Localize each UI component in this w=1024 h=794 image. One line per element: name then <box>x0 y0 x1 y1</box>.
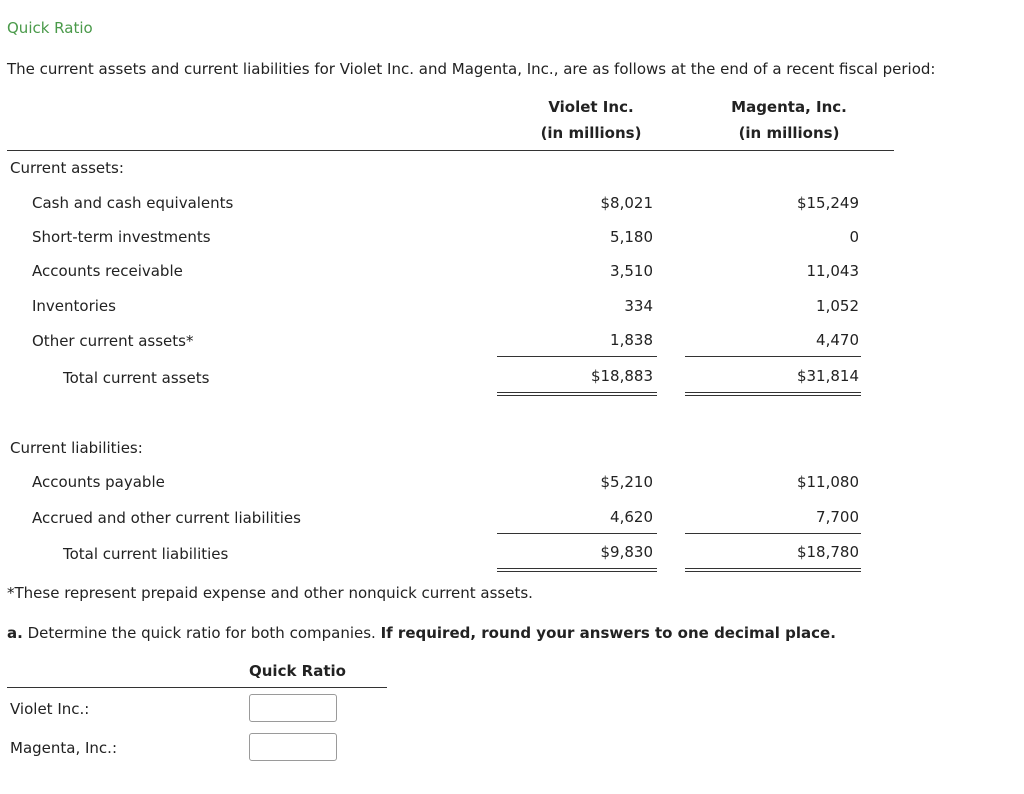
subtotal-rule-violet <box>497 356 657 357</box>
intro-text: The current assets and current liabilities for Violet Inc. and Magenta, Inc., are as follows at the end of a recent fiscal period: <box>7 60 936 78</box>
subtotal-rule-magenta <box>685 533 861 534</box>
header-rule <box>7 150 894 151</box>
liability-value-violet: $5,210 <box>600 473 653 491</box>
total-rule-magenta <box>685 568 861 572</box>
total-liabilities-label: Total current liabilities <box>63 545 229 563</box>
question <box>7 623 836 643</box>
answer-label-violet: Violet Inc.: <box>10 700 90 718</box>
total-rule-magenta <box>685 392 861 396</box>
asset-value-magenta: 11,043 <box>806 262 859 280</box>
answer-header: Quick Ratio <box>249 662 346 680</box>
liability-value-magenta: 7,700 <box>816 508 859 526</box>
asset-label: Cash and cash equivalents <box>32 194 234 212</box>
total-assets-label: Total current assets <box>63 369 210 387</box>
page-title: Quick Ratio <box>7 19 93 37</box>
liability-value-magenta: $11,080 <box>796 473 859 491</box>
col-header-violet-name: Violet Inc. <box>548 98 634 116</box>
asset-value-magenta: 1,052 <box>816 297 859 315</box>
total-assets-magenta: $31,814 <box>796 367 859 385</box>
total-rule-violet <box>497 568 657 572</box>
quick-ratio-magenta-input[interactable] <box>249 733 337 761</box>
answer-label-magenta: Magenta, Inc.: <box>10 739 117 757</box>
quick-ratio-violet-input[interactable] <box>249 694 337 722</box>
subtotal-rule-magenta <box>685 356 861 357</box>
col-header-magenta-unit: (in millions) <box>738 124 840 142</box>
footnote: *These represent prepaid expense and other nonquick current assets. <box>7 584 533 602</box>
col-header-magenta-name: Magenta, Inc. <box>731 98 847 116</box>
asset-value-magenta: 0 <box>849 228 859 246</box>
answer-header-rule <box>7 687 387 688</box>
question-prefix: a. <box>7 624 23 642</box>
asset-label: Inventories <box>32 297 116 315</box>
liability-label: Accounts payable <box>32 473 165 491</box>
asset-label: Accounts receivable <box>32 262 183 280</box>
asset-value-violet: 5,180 <box>610 228 653 246</box>
liability-value-violet: 4,620 <box>610 508 653 526</box>
asset-value-magenta: 4,470 <box>816 331 859 349</box>
asset-value-violet: 3,510 <box>610 262 653 280</box>
asset-value-violet: 1,838 <box>610 331 653 349</box>
total-rule-violet <box>497 392 657 396</box>
asset-value-violet: $8,021 <box>600 194 653 212</box>
asset-label: Other current assets* <box>32 332 194 350</box>
total-assets-violet: $18,883 <box>590 367 653 385</box>
liability-label: Accrued and other current liabilities <box>32 509 301 527</box>
total-liabilities-magenta: $18,780 <box>796 543 859 561</box>
subtotal-rule-violet <box>497 533 657 534</box>
question-text: Determine the quick ratio for both companies. <box>27 624 376 642</box>
asset-label: Short-term investments <box>32 228 211 246</box>
asset-value-violet: 334 <box>624 297 653 315</box>
question-instruction: If required, round your answers to one decimal place. <box>380 624 836 642</box>
assets-heading: Current assets: <box>10 159 124 177</box>
liabilities-heading: Current liabilities: <box>10 439 143 457</box>
col-header-violet-unit: (in millions) <box>540 124 642 142</box>
asset-value-magenta: $15,249 <box>796 194 859 212</box>
total-liabilities-violet: $9,830 <box>600 543 653 561</box>
